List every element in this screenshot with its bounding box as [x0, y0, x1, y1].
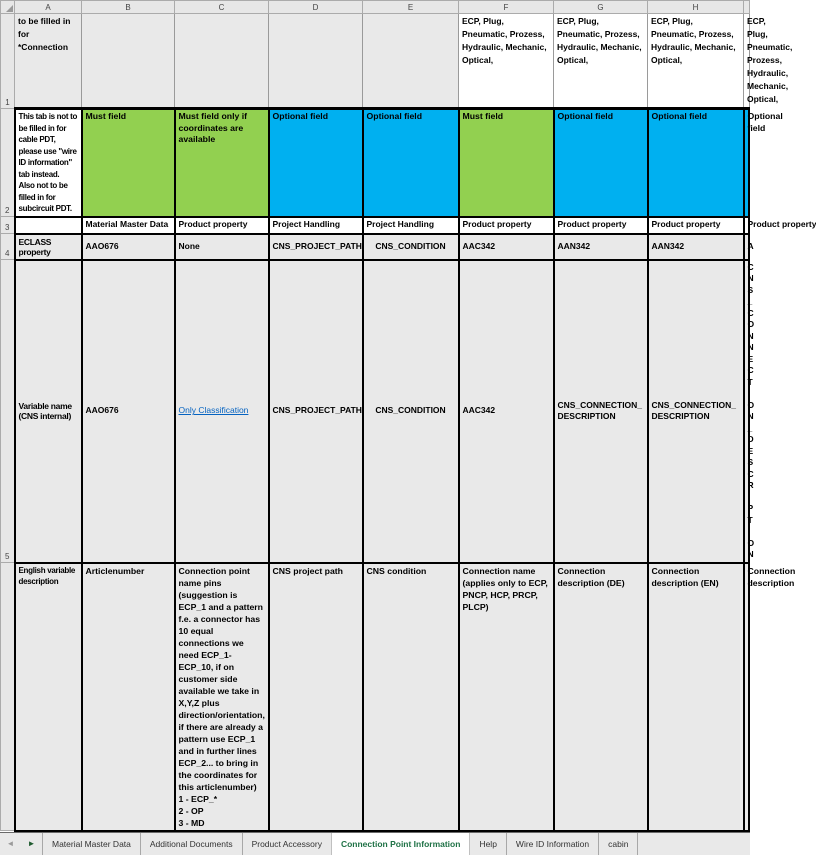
column-header-A[interactable]: A	[15, 1, 82, 14]
tab-connection-point-information[interactable]: Connection Point Information	[331, 833, 470, 855]
cell-A5-label[interactable]: Variable name (CNS internal)	[15, 260, 82, 563]
cell-H2[interactable]: Optional field	[648, 109, 744, 217]
column-header-C[interactable]: C	[175, 1, 269, 14]
sheet-nav-right-icon[interactable]: ►	[27, 839, 36, 848]
cell-H4[interactable]: AAN342	[648, 234, 744, 260]
cell-B3[interactable]: Material Master Data	[82, 217, 175, 234]
cell-G4[interactable]: AAN342	[554, 234, 648, 260]
cell-I6[interactable]: Connection description	[744, 563, 750, 831]
cell-E6[interactable]: CNS condition	[363, 563, 459, 831]
cell-A2-warning[interactable]: This tab is not to be filled in for cable PDT, please use "wire ID information" tab instead. Also not to be filled in for subcircuit PDT.	[15, 109, 82, 217]
cell-C2[interactable]: Must field only if coordinates are available	[175, 109, 269, 217]
cell-I3[interactable]: Product property	[744, 217, 750, 234]
cell-C6[interactable]: Connection point name pins (suggestion is ECP_1 and a pattern f.e. a connector has 10 equal connections we need ECP_1-ECP_10, if on customer side available we take in X,Y,Z plus direction/orientation, if there are already a pattern use ECP_1 and in further lines ECP_2... to bring in the coordinates for this articlenumber) 1 - ECP_* 2 - OP 3 - MD	[175, 563, 269, 831]
sheet-tab-bar	[0, 832, 750, 855]
only-classification-link[interactable]: Only Classification	[178, 405, 249, 416]
cell-E4[interactable]: CNS_CONDITION	[363, 234, 459, 260]
row-header-4[interactable]: 4	[1, 234, 15, 260]
row-header-1[interactable]: 1	[1, 14, 15, 109]
cell-G5[interactable]: CNS_CONNECTION_DESCRIPTION	[554, 260, 648, 563]
cell-E1[interactable]	[363, 14, 459, 109]
cell-D6[interactable]: CNS project path	[269, 563, 363, 831]
row-header-6[interactable]	[1, 563, 15, 831]
cell-A4-label[interactable]: ECLASS property	[15, 234, 82, 260]
cell-A1[interactable]: to be filled in for *Connection	[15, 14, 82, 109]
row-header-2[interactable]: 2	[1, 109, 15, 217]
column-header-H[interactable]: H	[648, 1, 744, 14]
tab-help[interactable]: Help	[470, 833, 506, 855]
cell-F3[interactable]: Product property	[459, 217, 554, 234]
cell-A6-label[interactable]: English variable description	[15, 563, 82, 831]
row-header-3[interactable]: 3	[1, 217, 15, 234]
cell-G1[interactable]: ECP, Plug, Pneumatic, Prozess, Hydraulic, Mechanic, Optical,	[554, 14, 648, 109]
cell-D3[interactable]: Project Handling	[269, 217, 363, 234]
column-header-B[interactable]: B	[82, 1, 175, 14]
cell-F1[interactable]: ECP, Plug, Pneumatic, Prozess, Hydraulic, Mechanic, Optical,	[459, 14, 554, 109]
cell-C3[interactable]: Product property	[175, 217, 269, 234]
column-header-D[interactable]: D	[269, 1, 363, 14]
cell-F4[interactable]: AAC342	[459, 234, 554, 260]
tab-cabin[interactable]: cabin	[599, 833, 638, 855]
sheet-nav-left-icon[interactable]: ◄	[6, 839, 15, 848]
cell-I5[interactable]: CNS_CONNECTION_DESCRIPTION	[744, 260, 750, 563]
cell-H5[interactable]: CNS_CONNECTION_DESCRIPTION	[648, 260, 744, 563]
cell-G3[interactable]: Product property	[554, 217, 648, 234]
cell-D5[interactable]: CNS_PROJECT_PATH	[269, 260, 363, 563]
cell-D1[interactable]	[269, 14, 363, 109]
cell-G2[interactable]: Optional field	[554, 109, 648, 217]
tab-material-master-data[interactable]: Material Master Data	[43, 833, 141, 855]
select-all-corner[interactable]	[1, 1, 15, 14]
cell-B1[interactable]	[82, 14, 175, 109]
cell-B5[interactable]: AAO676	[82, 260, 175, 563]
cell-E2[interactable]: Optional field	[363, 109, 459, 217]
column-header-I[interactable]	[744, 1, 750, 14]
column-header-G[interactable]: G	[554, 1, 648, 14]
tab-product-accessory[interactable]: Product Accessory	[243, 833, 332, 855]
cell-F6[interactable]: Connection name (applies only to ECP, PNCP, HCP, PRCP, PLCP)	[459, 563, 554, 831]
tab-additional-documents[interactable]: Additional Documents	[141, 833, 243, 855]
column-header-F[interactable]: F	[459, 1, 554, 14]
cell-G6[interactable]: Connection description (DE)	[554, 563, 648, 831]
cell-H1[interactable]: ECP, Plug, Pneumatic, Prozess, Hydraulic, Mechanic, Optical,	[648, 14, 744, 109]
column-header-E[interactable]: E	[363, 1, 459, 14]
cell-D2[interactable]: Optional field	[269, 109, 363, 217]
cell-I1[interactable]: ECP, Plug, Pneumatic, Prozess, Hydraulic, Mechanic, Optical,	[744, 14, 750, 109]
cell-A3[interactable]	[15, 217, 82, 234]
cell-H3[interactable]: Product property	[648, 217, 744, 234]
cell-D4[interactable]: CNS_PROJECT_PATH	[269, 234, 363, 260]
row-header-5[interactable]: 5	[1, 260, 15, 563]
cell-I2[interactable]: Optional field	[744, 109, 750, 217]
cell-F5[interactable]: AAC342	[459, 260, 554, 563]
cell-H6[interactable]: Connection description (EN)	[648, 563, 744, 831]
cell-F2[interactable]: Must field	[459, 109, 554, 217]
cell-I4[interactable]: A	[744, 234, 750, 260]
cell-E3[interactable]: Project Handling	[363, 217, 459, 234]
tab-wire-id-information[interactable]: Wire ID Information	[507, 833, 599, 855]
cell-C4[interactable]: None	[175, 234, 269, 260]
cell-B2[interactable]: Must field	[82, 109, 175, 217]
cell-E5[interactable]: CNS_CONDITION	[363, 260, 459, 563]
cell-C5[interactable]	[175, 260, 269, 563]
sheet-tabs	[42, 833, 638, 855]
cell-B4[interactable]: AAO676	[82, 234, 175, 260]
cell-C1[interactable]	[175, 14, 269, 109]
cell-B6[interactable]: Articlenumber	[82, 563, 175, 831]
